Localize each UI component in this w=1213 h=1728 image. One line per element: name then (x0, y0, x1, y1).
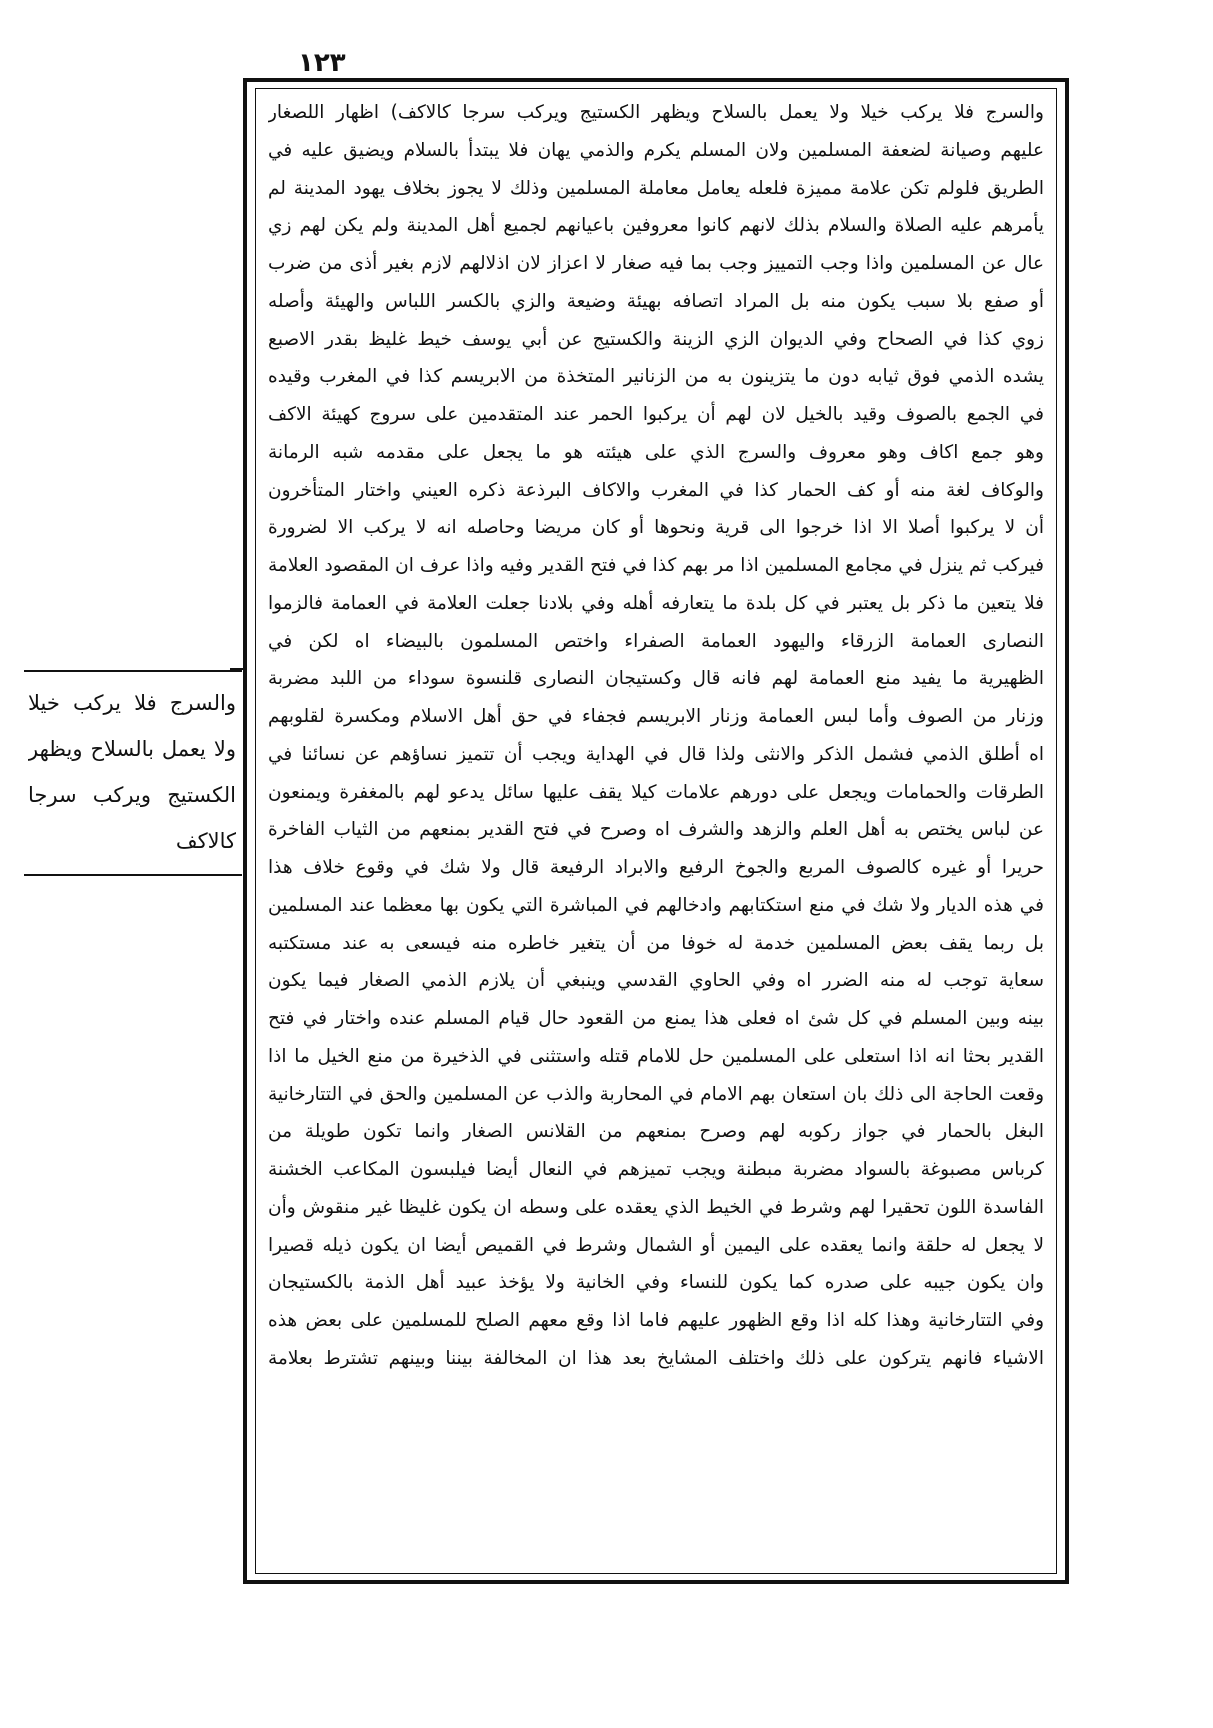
text-line: عليهم وصيانة لضعفة المسلمين ولان المسلم يكرم والذمي يهان فلا يبتدأ بالسلام ويضيق عليه في (268, 139, 1044, 161)
text-line: كرباس مصبوغة بالسواد مضربة مبطنة ويجب تميزهم في النعال أيضا فيلبسون المكاعب الخشنة (268, 1159, 1044, 1180)
page-number: ١٢٣ (298, 48, 346, 78)
margin-note-line: والسرج فلا يركب خيلا (28, 691, 236, 715)
text-line: بينه وبين المسلم في كل شئ اه فعلى هذا يمنع من القعود حال قيام المسلم عنده واختار في فتح (268, 1008, 1044, 1029)
text-line: وقعت الحاجة الى ذلك بان استعان بهم الامام في المحاربة والذب عن المسلمين والحق في التتارخانية (268, 1083, 1044, 1105)
text-line: الطريق فلولم تكن علامة مميزة فلعله يعامل معاملة المسلمين وذلك لا يجوز بخلاف يهود المدينة لم (268, 177, 1044, 199)
text-line: زوي كذا في الصحاح وفي الديوان الزي الزينة والكستيج عن أبي يوسف خيط غليظ بقدر الاصبع (268, 328, 1044, 350)
text-line: القدير بحثا انه اذا استعلى على المسلمين حل للامام قتله واستثنى في الذخيرة من منع الخيل ما اذا (268, 1045, 1044, 1067)
text-line: اه أطلق الذمي فشمل الذكر والانثى ولذا قال في الهداية ويجب أن تتميز نساؤهم عن نسائنا في (268, 743, 1044, 765)
text-line: النصارى العمامة الزرقاء واليهود العمامة الصفراء واختص المسلمون بالبيضاء اه لكن في (268, 630, 1044, 652)
text-line: وفي التتارخانية وهذا كله اذا وقع الظهور عليهم فاما اذا وقع معهم الصلح للمسلمين على بعض هذه (268, 1310, 1044, 1331)
main-text-block (268, 94, 1044, 1566)
text-line: وهو جمع اكاف وهو معروف والسرج الذي على هيئته هو ما يجعل على مقدمه شبه الرمانة (268, 441, 1044, 463)
text-line: فلا يتعين ما ذكر بل يعتبر في كل بلدة ما يتعارفه أهله وفي بلادنا جعلت العلامة في العمامة فالزموا (268, 592, 1044, 614)
text-line: سعاية توجب له منه الضرر اه وفي الحاوي القدسي وينبغي أن يلازم الذمي الصغار فيما يكون (268, 970, 1044, 992)
margin-note-line: ولا يعمل بالسلاح ويظهر (28, 737, 236, 761)
text-line: أن لا يركبوا أصلا الا اذا خرجوا الى قرية ونحوها أو كان مريضا وحاصله انه لا يركب الا لضرورة (268, 517, 1044, 539)
margin-note-line: الكستيج ويركب سرجا (28, 783, 236, 807)
text-line: والوكاف لغة منه أو كف الحمار كذا في المغرب والاكاف البرذعة ذكره العيني واختار المتأخرون (268, 479, 1044, 501)
margin-note (24, 670, 242, 876)
text-line: الاشياء فانهم يتركون على ذلك واختلف المشايخ بعد هذا ان المخالفة بيننا وبينهم تشترط بعلامة (268, 1347, 1044, 1369)
text-line: في هذه الديار ولا شك في منع استكتابهم وادخالهم في المباشرة التي يكون بها معظما عند المسلمين (268, 894, 1044, 916)
text-line: وزنار من الصوف وأما لبس العمامة وزنار الابريسم فجفاء في حق أهل الاسلام ومكسرة لقلوبهم (268, 706, 1044, 727)
text-line: لا يجعل له حلقة وانما يعقده على اليمين أو الشمال وشرط في القميص أيضا ان يكون ذيله قصيرا (268, 1234, 1044, 1256)
text-line: حريرا أو غيره كالصوف المربع والجوخ الرفيع والابراد الرفيعة قال ولا شك في وقوع خلاف هذا (268, 857, 1044, 878)
margin-note-line: كالاكف (175, 829, 236, 853)
text-line: فيركب ثم ينزل في مجامع المسلمين اذا مر بهم كذا في فتح القدير وفيه واذا عرف ان المقصود العلامة (268, 555, 1044, 576)
text-line: يأمرهم عليه الصلاة والسلام بذلك لانهم كانوا معروفين باعيانهم لجميع أهل المدينة ولم يكن لهم زي (268, 215, 1044, 237)
text-line: في الجمع بالصوف وقيد بالخيل لان لهم أن يركبوا الحمر عند المتقدمين على سروج كهيئة الاكف (268, 404, 1044, 425)
text-line: وان يكون جيبه على صدره كما يكون للنساء وفي الخانية ولا يؤخذ عبيد أهل الذمة بالكستيجان (268, 1272, 1044, 1294)
text-line: الظهيرية ما يفيد منع العمامة لهم فانه قال وكستيجان النصارى قلنسوة سوداء من اللبد مضربة (268, 668, 1044, 690)
text-line: والسرج فلا يركب خيلا ولا يعمل بالسلاح ويظهر الكستيج ويركب سرجا كالاكف) اظهار اللصغار (268, 102, 1044, 123)
text-line: بل ربما يقف بعض المسلمين خدمة له خوفا من أن يتغير خاطره منه فيسعى به عند مستكتبه (268, 932, 1044, 954)
text-line: البغل بالحمار في جواز ركوبه لهم وصرح بمنعهم من القلانس الصغار وانما تكون طويلة من (268, 1121, 1044, 1143)
text-line: عال عن المسلمين واذا وجب التمييز وجب بما فيه صغار لا اعزاز لان اذلالهم لازم بغير أذى من ضرب (268, 253, 1044, 274)
text-line: عن لباس يختص به أهل العلم والزهد والشرف اه وصرح في فتح القدير بمنعهم من الثياب الفاخرة (268, 819, 1044, 841)
text-line: يشده الذمي فوق ثيابه دون ما يتزينون به من الزنانير المتخذة من الابريسم كذا في المغرب وقيده (268, 366, 1044, 388)
text-line: الفاسدة اللون تحقيرا لهم وشرط في الخيط الذي يعقده على وسطه ان يكون غليظا غير منقوش وأن (268, 1196, 1044, 1218)
text-line: الطرقات والحمامات ويجعل على دورهم علامات كيلا يقف عليها سائل يدعو لهم بالمغفرة ويمنعون (268, 781, 1044, 803)
text-line: أو صفع بلا سبب يكون منه بل المراد اتصافه بهيئة وضيعة والزي بالكسر اللباس والهيئة وأصله (268, 290, 1044, 312)
